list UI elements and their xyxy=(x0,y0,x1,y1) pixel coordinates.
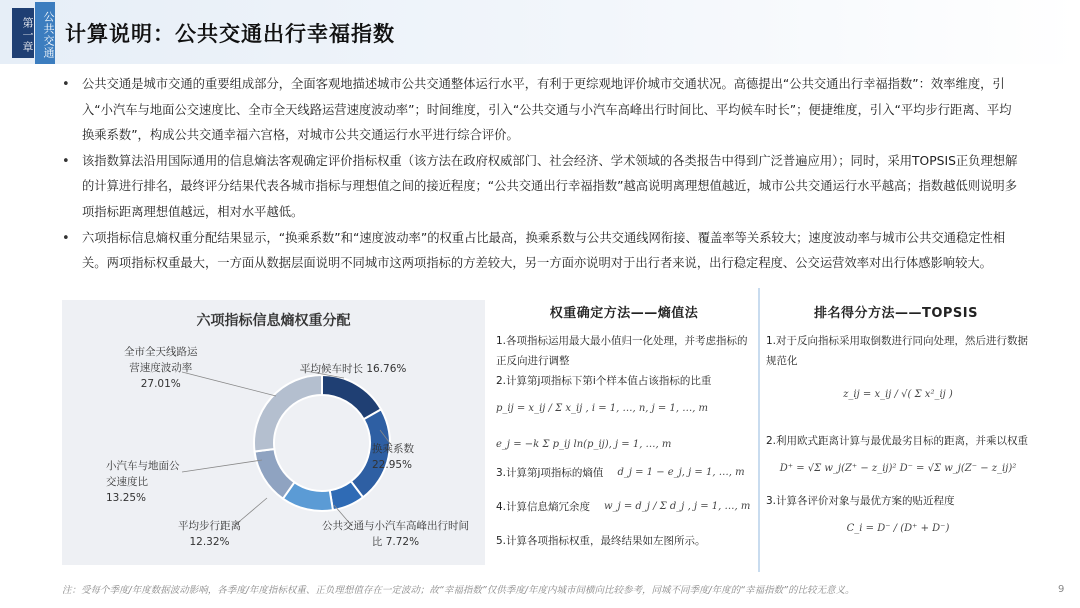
topsis-step-1: 1.对于反向指标采用取倒数进行同向处理，然后进行数据规范化 xyxy=(766,335,1029,367)
topsis-formula-2: D⁺ = √Σ w_j(Z⁺ − z_ij)² D⁻ = √Σ w_j(Z⁻ − z_ij)² xyxy=(779,463,1017,474)
label-transfer xyxy=(372,441,414,473)
section-tag: 公共交通 xyxy=(35,2,55,64)
label-ratio-value: 比 7.72% xyxy=(371,536,420,548)
label-fluct-value: 27.01% xyxy=(140,378,181,390)
entropy-step-5: 5.计算各项指标权重，最终结果如左图所示。 xyxy=(496,535,706,547)
label-walk-name: 平均步行距离 xyxy=(178,520,241,532)
label-ratio xyxy=(322,518,469,550)
entropy-method-title: 权重确定方法——熵值法 xyxy=(549,306,699,321)
page-number: 9 xyxy=(1058,584,1065,595)
label-fluct-name-2: 营速度波动率 xyxy=(129,362,193,374)
label-ratio-name: 公共交通与小汽车高峰出行时间 xyxy=(322,520,469,532)
chapter-tag: 第一章 xyxy=(12,8,34,58)
entropy-step-4-row xyxy=(492,497,756,517)
topsis-step-2: 2.利用欧式距离计算与最优最劣目标的距离，并乘以权重 xyxy=(766,435,1029,447)
topsis-step-3: 3.计算各评价对象与最优方案的贴近程度 xyxy=(766,495,955,507)
label-transfer-name: 换乘系数 xyxy=(372,443,414,455)
topsis-formula-3: C_i = D⁻ / (D⁺ + D⁻) xyxy=(846,523,950,534)
entropy-formula-1: p_ij = x_ij / Σ x_ij , i = 1, …, n, j = 1, …, m xyxy=(496,403,709,414)
method-divider xyxy=(758,288,760,572)
label-walk-value: 12.32% xyxy=(189,536,230,548)
bullet-item: • 该指数算法沿用国际通用的信息熵法客观确定评价指标权重（该方法在政府权威部门、社会经济、学术领域的各类报告中得到广泛普遍应用）；同时，采用TOPSIS正负理想解的计算进行排名，最终评分结果代表各城市指标与理想值之间的接近程度；“公共交通出行幸福指数”越高说明离理想值越近，城市公共交通运行水平越高；指数越低则说明多项指标距离理想值越远，相对水平越低。 xyxy=(62,149,1022,226)
bullet-item: • 公共交通是城市交通的重要组成部分，全面客观地描述城市公共交通整体运行水平，有利于更综观地评价城市交通状况。高德提出“公共交通出行幸福指数”：效率维度，引入“小汽车与地面公交速度比、全市全天线路运营速度波动率”；时间维度，引入“公共交通与小汽车高峰出行时间比、平均候车时长”；便捷维度，引入“平均步行距离、平均换乘系数”，构成公共交通幸福六宫格，对城市公共交通运行水平进行综合评价。 xyxy=(62,72,1022,149)
chart-title: 六项指标信息熵权重分配 xyxy=(196,313,351,329)
label-speed xyxy=(106,458,180,506)
chart-panel xyxy=(62,300,485,565)
bullet-list xyxy=(62,72,1022,277)
page-title: 计算说明：公共交通出行幸福指数 xyxy=(65,22,395,46)
label-speed-name-1: 小汽车与地面公 xyxy=(106,460,180,472)
bullet-item: • 六项指标信息熵权重分配结果显示，“换乘系数”和“速度波动率”的权重占比最高，换乘系数与公共交通线网衔接、覆盖率等关系较大；速度波动率与城市公共交通稳定性相关。两项指标权重最大，一方面从数据层面说明不同城市这两项指标的方差较大，另一方面亦说明对于出行者来说，出行稳定程度、公交运营效率对出行体感影响较大。 xyxy=(62,226,1022,277)
header-bar xyxy=(0,0,1080,64)
topsis-method-title: 排名得分方法——TOPSIS xyxy=(813,306,978,321)
label-transfer-value: 22.95% xyxy=(372,459,413,471)
entropy-formula-2: e_j = −k Σ p_ij ln(p_ij), j = 1, …, m xyxy=(496,439,672,450)
entropy-step-3: 3.计算第j项指标的熵值 xyxy=(496,467,604,479)
label-speed-value: 13.25% xyxy=(106,492,147,504)
entropy-step-2: 2.计算第j项指标下第i个样本值占该指标的比重 xyxy=(496,375,712,387)
topsis-method-panel xyxy=(762,288,1030,572)
entropy-step-3-row xyxy=(492,463,756,483)
entropy-formula-3: d_j = 1 − e_j, j = 1, …, m xyxy=(617,467,745,478)
donut-slice-0 xyxy=(322,375,381,419)
label-wait: 平均候车时长 16.76% xyxy=(300,363,407,375)
label-walk xyxy=(178,518,241,550)
label-speed-name-2: 交速度比 xyxy=(106,476,148,488)
entropy-formula-4: w_j = d_j / Σ d_j , j = 1, …, m xyxy=(604,501,751,512)
footnote: 注：受每个季度/年度数据波动影响，各季度/年度指标权重、正负理想值存在一定波动；故“幸福指数”仅供季度/年度内城市间横向比较参考，同城不同季度/年度的“幸福指数”的比较无意义。 xyxy=(62,585,855,596)
label-fluct xyxy=(124,344,198,392)
donut-slice-5 xyxy=(254,375,322,452)
topsis-formula-1: z_ij = x_ij / √( Σ x²_ij ) xyxy=(843,389,953,400)
entropy-method-panel xyxy=(492,288,756,572)
label-fluct-name-1: 全市全天线路运 xyxy=(124,346,198,358)
entropy-step-1: 1.各项指标运用最大最小值归一化处理，并考虑指标的正反向进行调整 xyxy=(496,335,748,367)
donut-slice-4 xyxy=(255,449,295,499)
entropy-step-4: 4.计算信息熵冗余度 xyxy=(496,501,591,513)
leader-line-4 xyxy=(182,460,262,472)
